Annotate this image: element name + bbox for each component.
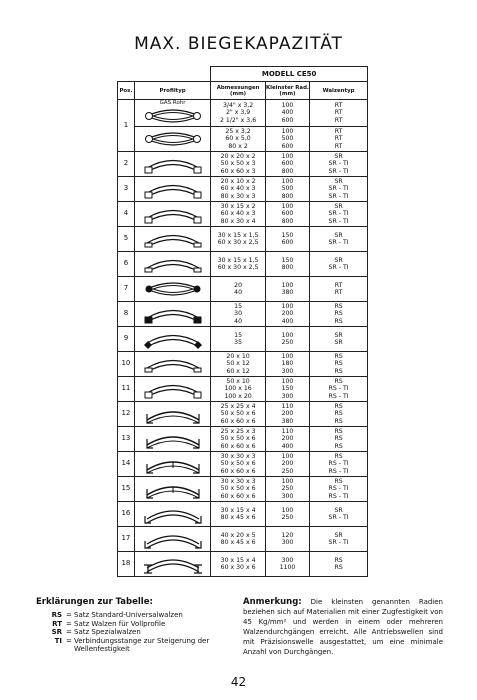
walzen-cell: SR SR - TI SR - TI bbox=[310, 177, 368, 202]
note bbox=[243, 597, 443, 657]
profile-cell bbox=[134, 527, 210, 552]
table-row bbox=[118, 152, 368, 177]
pos-cell: 9 bbox=[118, 327, 135, 352]
walzen-cell: SR SR - TI SR - TI bbox=[310, 202, 368, 227]
legend bbox=[36, 597, 236, 654]
profile-cell bbox=[134, 427, 210, 452]
dims-cell: 25 x 3,2 60 x 5,0 80 x 2 bbox=[211, 127, 266, 152]
walzen-cell: RS RS RS bbox=[310, 402, 368, 427]
pos-cell: 13 bbox=[118, 427, 135, 452]
legend-eq: = bbox=[66, 628, 72, 636]
note-text: Die kleinsten genannten Radien beziehen sich auf Materialien mit einer Zugfestigkeit von 45 Kg/mm² und werden in einem oder mehreren Walzendurchgängen erreicht. Alle Antriebswellen sind mit Präzisionswelle ausgestattet, um eine minimale Anzahl von Durchgängen. bbox=[243, 598, 443, 656]
rect-tube-profile-icon bbox=[141, 204, 205, 224]
profile-cell bbox=[134, 152, 210, 177]
table-row bbox=[118, 100, 368, 127]
table-row bbox=[118, 552, 368, 577]
walzen-cell: RS RS RS bbox=[310, 302, 368, 327]
pos-header: Pos. bbox=[118, 82, 135, 100]
channel-profile-icon bbox=[141, 504, 205, 524]
radius-cell: 110 200 400 bbox=[265, 427, 309, 452]
radius-cell: 100 200 250 bbox=[265, 452, 309, 477]
tee-profile-icon bbox=[141, 479, 205, 499]
pos-cell: 4 bbox=[118, 202, 135, 227]
dims-cell: 20 x 10 50 x 12 60 x 12 bbox=[211, 352, 266, 377]
radius-header: Kleinster Rad. (mm) bbox=[265, 82, 309, 100]
table-row bbox=[118, 202, 368, 227]
table-row bbox=[118, 452, 368, 477]
radius-cell: 150 800 bbox=[265, 252, 309, 277]
walzen-cell: RS RS - TI RS - TI bbox=[310, 477, 368, 502]
radius-cell: 100 500 600 bbox=[265, 127, 309, 152]
dims-cell: 30 x 30 x 3 50 x 50 x 6 60 x 60 x 6 bbox=[211, 452, 266, 477]
note-label: Anmerkung: bbox=[243, 597, 302, 607]
legend-key: RS bbox=[51, 611, 62, 619]
radius-cell: 100 250 bbox=[265, 327, 309, 352]
walzen-cell: SR SR - TI SR - TI bbox=[310, 152, 368, 177]
pos-cell: 1 bbox=[118, 100, 135, 152]
walzen-cell: RT RT RT bbox=[310, 100, 368, 127]
walzen-cell: SR SR - TI bbox=[310, 527, 368, 552]
pos-cell: 16 bbox=[118, 502, 135, 527]
tube-profile-icon bbox=[141, 106, 205, 126]
walzen-cell: RS RS bbox=[310, 552, 368, 577]
rect-tube-profile-icon bbox=[141, 179, 205, 199]
legend-text: Satz Walzen für Vollprofile bbox=[74, 619, 166, 628]
profile-cell bbox=[134, 477, 210, 502]
dims-cell: 20 40 bbox=[211, 277, 266, 302]
dims-cell: 20 x 10 x 2 60 x 40 x 3 80 x 30 x 3 bbox=[211, 177, 266, 202]
walzen-cell: RS RS RS bbox=[310, 427, 368, 452]
legend-eq: = bbox=[66, 636, 72, 645]
pos-cell: 3 bbox=[118, 177, 135, 202]
capacity-table bbox=[117, 66, 368, 577]
legend-key: SR bbox=[51, 628, 62, 636]
pos-cell: 15 bbox=[118, 477, 135, 502]
radius-cell: 150 600 bbox=[265, 227, 309, 252]
table-row bbox=[118, 402, 368, 427]
walzen-header: Walzentyp bbox=[310, 82, 368, 100]
dims-cell: 20 x 20 x 2 50 x 50 x 3 60 x 60 x 3 bbox=[211, 152, 266, 177]
legend-item bbox=[36, 611, 236, 620]
radius-cell: 100 250 300 bbox=[265, 477, 309, 502]
profile-cell bbox=[134, 252, 210, 277]
walzen-cell: SR SR - TI bbox=[310, 227, 368, 252]
radius-cell: 100 500 800 bbox=[265, 177, 309, 202]
legend-item bbox=[36, 628, 236, 637]
dims-cell: 15 35 bbox=[211, 327, 266, 352]
dims-cell: 50 x 10 100 x 16 100 x 20 bbox=[211, 377, 266, 402]
walzen-cell: RS RS RS bbox=[310, 352, 368, 377]
radius-cell: 110 200 380 bbox=[265, 402, 309, 427]
legend-item bbox=[36, 637, 236, 654]
legend-eq: = bbox=[66, 611, 72, 619]
table-row bbox=[118, 377, 368, 402]
legend-text: Satz Standard-Universalwalzen bbox=[74, 611, 183, 619]
flat-bar-profile-icon bbox=[141, 354, 205, 374]
angle-profile-icon bbox=[141, 429, 205, 449]
pos-cell: 12 bbox=[118, 402, 135, 427]
radius-cell: 100 180 300 bbox=[265, 352, 309, 377]
tube-profile-icon bbox=[141, 129, 205, 149]
dims-cell: 25 x 25 x 4 50 x 50 x 6 60 x 60 x 6 bbox=[211, 402, 266, 427]
dims-cell: 3/4" x 3,2 2" x 3,9 2 1/2" x 3,6 bbox=[211, 100, 266, 127]
tee-profile-icon bbox=[141, 454, 205, 474]
legend-eq: = bbox=[66, 619, 72, 628]
radius-cell: 100 600 800 bbox=[265, 152, 309, 177]
pos-cell: 7 bbox=[118, 277, 135, 302]
walzen-cell: SR SR - TI bbox=[310, 502, 368, 527]
walzen-cell: RT RT RT bbox=[310, 127, 368, 152]
pos-cell: 5 bbox=[118, 227, 135, 252]
dims-cell: 30 x 15 x 1,5 60 x 30 x 2,5 bbox=[211, 252, 266, 277]
table-row bbox=[118, 127, 368, 152]
dims-header: Abmessungen (mm) bbox=[211, 82, 266, 100]
pos-cell: 6 bbox=[118, 252, 135, 277]
legend-key: RT bbox=[52, 619, 62, 628]
radius-cell: 300 1100 bbox=[265, 552, 309, 577]
profile-cell bbox=[134, 452, 210, 477]
dims-cell: 25 x 25 x 3 50 x 50 x 6 60 x 60 x 6 bbox=[211, 427, 266, 452]
pos-cell: 2 bbox=[118, 152, 135, 177]
profile-cell bbox=[134, 402, 210, 427]
flat-rect-tube-profile-icon bbox=[141, 254, 205, 274]
profile-cell bbox=[134, 100, 210, 127]
page-number: 42 bbox=[230, 675, 247, 689]
radius-cell: 120 300 bbox=[265, 527, 309, 552]
pos-cell: 8 bbox=[118, 302, 135, 327]
dims-cell: 30 x 15 x 1,5 60 x 30 x 2,5 bbox=[211, 227, 266, 252]
dims-cell: 40 x 20 x 5 80 x 45 x 6 bbox=[211, 527, 266, 552]
diamond-bar-profile-icon bbox=[141, 329, 205, 349]
legend-title: Erklärungen zur Tabelle: bbox=[36, 597, 153, 607]
profile-cell bbox=[134, 177, 210, 202]
dims-cell: 15 30 40 bbox=[211, 302, 266, 327]
radius-cell: 100 600 800 bbox=[265, 202, 309, 227]
table-row bbox=[118, 502, 368, 527]
table-row bbox=[118, 227, 368, 252]
square-bar-profile-icon bbox=[141, 304, 205, 324]
profile-cell bbox=[134, 227, 210, 252]
pos-cell: 17 bbox=[118, 527, 135, 552]
legend-text: Satz Spezialwalzen bbox=[74, 628, 141, 636]
profile-cell bbox=[134, 202, 210, 227]
table-row bbox=[118, 527, 368, 552]
table-row bbox=[118, 302, 368, 327]
walzen-cell: RS RS - TI RS - TI bbox=[310, 452, 368, 477]
pos-cell: 14 bbox=[118, 452, 135, 477]
walzen-cell: SR SR - TI bbox=[310, 252, 368, 277]
table-row bbox=[118, 277, 368, 302]
radius-cell: 100 150 300 bbox=[265, 377, 309, 402]
profile-header: Profiltyp bbox=[134, 82, 210, 100]
walzen-cell: RS RS - TI RS - TI bbox=[310, 377, 368, 402]
profile-cell bbox=[134, 277, 210, 302]
dims-cell: 30 x 15 x 4 60 x 30 x 6 bbox=[211, 552, 266, 577]
radius-cell: 100 200 400 bbox=[265, 302, 309, 327]
profile-cell bbox=[134, 127, 210, 152]
gas-label: GAS Rohr bbox=[159, 100, 186, 106]
page-title: MAX. BIEGEKAPAZITÄT bbox=[134, 34, 343, 54]
flat-rect-tube-profile-icon bbox=[141, 229, 205, 249]
model-header: MODELL CE50 bbox=[211, 67, 368, 82]
profile-cell bbox=[134, 377, 210, 402]
profile-cell bbox=[134, 552, 210, 577]
profile-cell bbox=[134, 352, 210, 377]
table-row bbox=[118, 427, 368, 452]
dims-cell: 30 x 15 x 4 80 x 45 x 6 bbox=[211, 502, 266, 527]
angle-profile-icon bbox=[141, 404, 205, 424]
table-row bbox=[118, 477, 368, 502]
profile-cell bbox=[134, 502, 210, 527]
profile-cell bbox=[134, 327, 210, 352]
pos-cell: 18 bbox=[118, 552, 135, 577]
radius-cell: 100 400 600 bbox=[265, 100, 309, 127]
dims-cell: 30 x 30 x 3 50 x 50 x 6 60 x 60 x 6 bbox=[211, 477, 266, 502]
pos-cell: 10 bbox=[118, 352, 135, 377]
radius-cell: 100 380 bbox=[265, 277, 309, 302]
round-bar-profile-icon bbox=[141, 279, 205, 299]
dims-cell: 30 x 15 x 2 60 x 40 x 3 80 x 30 x 4 bbox=[211, 202, 266, 227]
radius-cell: 100 250 bbox=[265, 502, 309, 527]
walzen-cell: RT RT bbox=[310, 277, 368, 302]
flat-bar-edge-profile-icon bbox=[141, 379, 205, 399]
walzen-cell: SR SR bbox=[310, 327, 368, 352]
ibeam-profile-icon bbox=[141, 554, 205, 574]
legend-item bbox=[36, 620, 236, 629]
channel-profile-icon bbox=[141, 529, 205, 549]
table-row bbox=[118, 177, 368, 202]
legend-text: Verbindungsstange zur Steigerung der Wellenfestigkeit bbox=[74, 636, 210, 653]
table-row bbox=[118, 252, 368, 277]
pos-cell: 11 bbox=[118, 377, 135, 402]
profile-cell bbox=[134, 302, 210, 327]
table-row bbox=[118, 327, 368, 352]
square-tube-profile-icon bbox=[141, 154, 205, 174]
legend-key: TI bbox=[54, 636, 62, 645]
table-row bbox=[118, 352, 368, 377]
